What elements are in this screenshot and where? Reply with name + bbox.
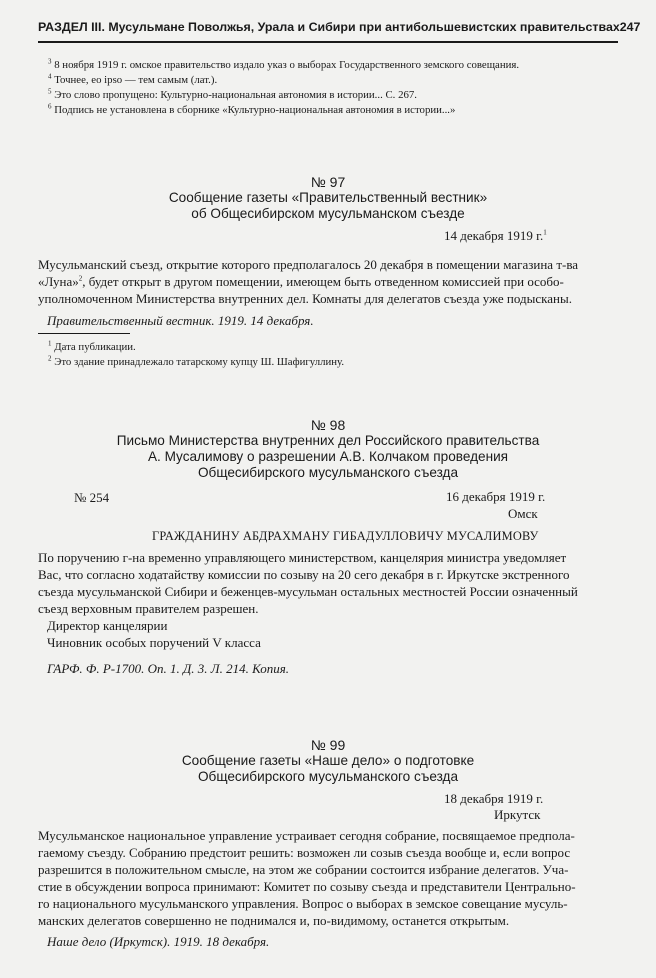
doc98-ref-number: № 254 [74,490,110,505]
doc97-date: 14 декабря 1919 г.$^1$ [444,228,547,243]
doc97-body-line-3: уполномоченном Министерства внутренних дел. Комнаты для делегатов съезда уже подысканы. [38,291,572,306]
doc97-source: Правительственный вестник. 1919. 14 декабря. [47,313,314,328]
doc97-number: № 97 [310,174,346,190]
footnote-4: $^4$ Точнее, eo ipso — тем самым (лат.). [48,72,218,86]
doc98-body-line-4: съезд верховным правителем разрешен. [38,601,259,616]
doc99-body-line-2: гаемому съезду. Собранию предстоит решить: возможен ли созыв съезда вообще и, если вопрос [38,845,571,860]
footnote-5: $^5$ Это слово пропущено: Культурно-национальная автономия в истории... С. 267. [48,87,417,101]
footnote-3: $^3$ 8 ноября 1919 г. омское правительство издало указ о выборах Государственного земского совещания. [48,57,520,71]
doc99-body-line-6: манских делегатов совершенно не поднимался и, по-видимому, останется открытым. [38,913,510,928]
doc99-source: Наше дело (Иркутск). 1919. 18 декабря. [47,934,270,949]
doc99-body-line-3: разрешится в положительном смысле, на этом же собрании состоится избрание делегатов. Уча- [38,862,569,877]
doc98-signature-line-2: Чиновник особых поручений V класса [47,635,261,650]
doc99-body-line-4: стие в обсуждении вопроса принимают: Комитет по созыву съезда и представители Центрально- [38,879,576,894]
doc98-body-line-3: съезда мусульманской Сибири и беженцев-мусульман остальных местностей России означенный [38,584,578,599]
doc98-number: № 98 [310,417,346,433]
doc98-addressee: ГРАЖДАНИНУ АБДРАХМАНУ ГИБАДУЛЛОВИЧУ МУСАЛИМОВУ [152,529,539,543]
header-rule [38,41,618,43]
doc98-title: Письмо Министерства внутренних дел Российского правительства А. Мусалимову о разрешении А.В. Колчаком проведения Общесибирского мусульманского съезда [116,433,540,480]
section-title: РАЗДЕЛ III. Мусульмане Поволжья, Урала и Сибири при антибольшевистских правительствах [38,20,620,34]
doc97-body-line-1: Мусульманский съезд, открытие которого предполагалось 20 декабря в помещении магазина т-ва [38,257,579,272]
page-number: 247 [619,20,641,34]
doc99-place: Иркутск [494,807,541,822]
footnote-6: $^6$ Подпись не установлена в сборнике «Культурно-национальная автономия в истории...» [48,102,456,116]
doc97-body-line-2: «Луна»$^2$, будет открыт в другом помещении, имеющем быть отведенном комиссией при особо- [38,274,564,289]
doc97-footnote-2: $^2$ Это здание принадлежало татарскому купцу Ш. Шафигуллину. [48,354,345,368]
doc98-body-line-2: Вас, что согласно ходатайству комиссии по созыву на 20 сего декабря в г. Иркутске экстренного [38,567,570,582]
footnote-rule [38,333,130,334]
doc98-date: 16 декабря 1919 г. [446,489,546,504]
doc99-number: № 99 [310,737,346,753]
running-header [38,20,641,42]
doc98-source: ГАРФ. Ф. Р-1700. Оп. 1. Д. 3. Л. 214. Копия. [47,661,290,676]
doc99-body-line-5: го национального мусульманского управления. Вопрос о выборах в земское совещание мусуль- [38,896,568,911]
doc98-signature-line-1: Директор канцелярии [47,618,168,633]
doc99-title: Сообщение газеты «Наше дело» о подготовке Общесибирского мусульманского съезда [181,753,475,784]
doc99-body-line-1: Мусульманское национальное управление устраивает сегодня собрание, посвящаемое предпола- [38,828,575,843]
doc99-date: 18 декабря 1919 г. [444,791,544,806]
doc98-place: Омск [508,506,538,521]
doc97-footnote-1: $^1$ Дата публикации. [48,339,136,353]
doc97-title: Сообщение газеты «Правительственный вестник» об Общесибирском мусульманском съезде [168,190,488,221]
doc98-body-line-1: По поручению г-на временно управляющего министерством, канцелярия министра уведомляет [38,550,567,565]
